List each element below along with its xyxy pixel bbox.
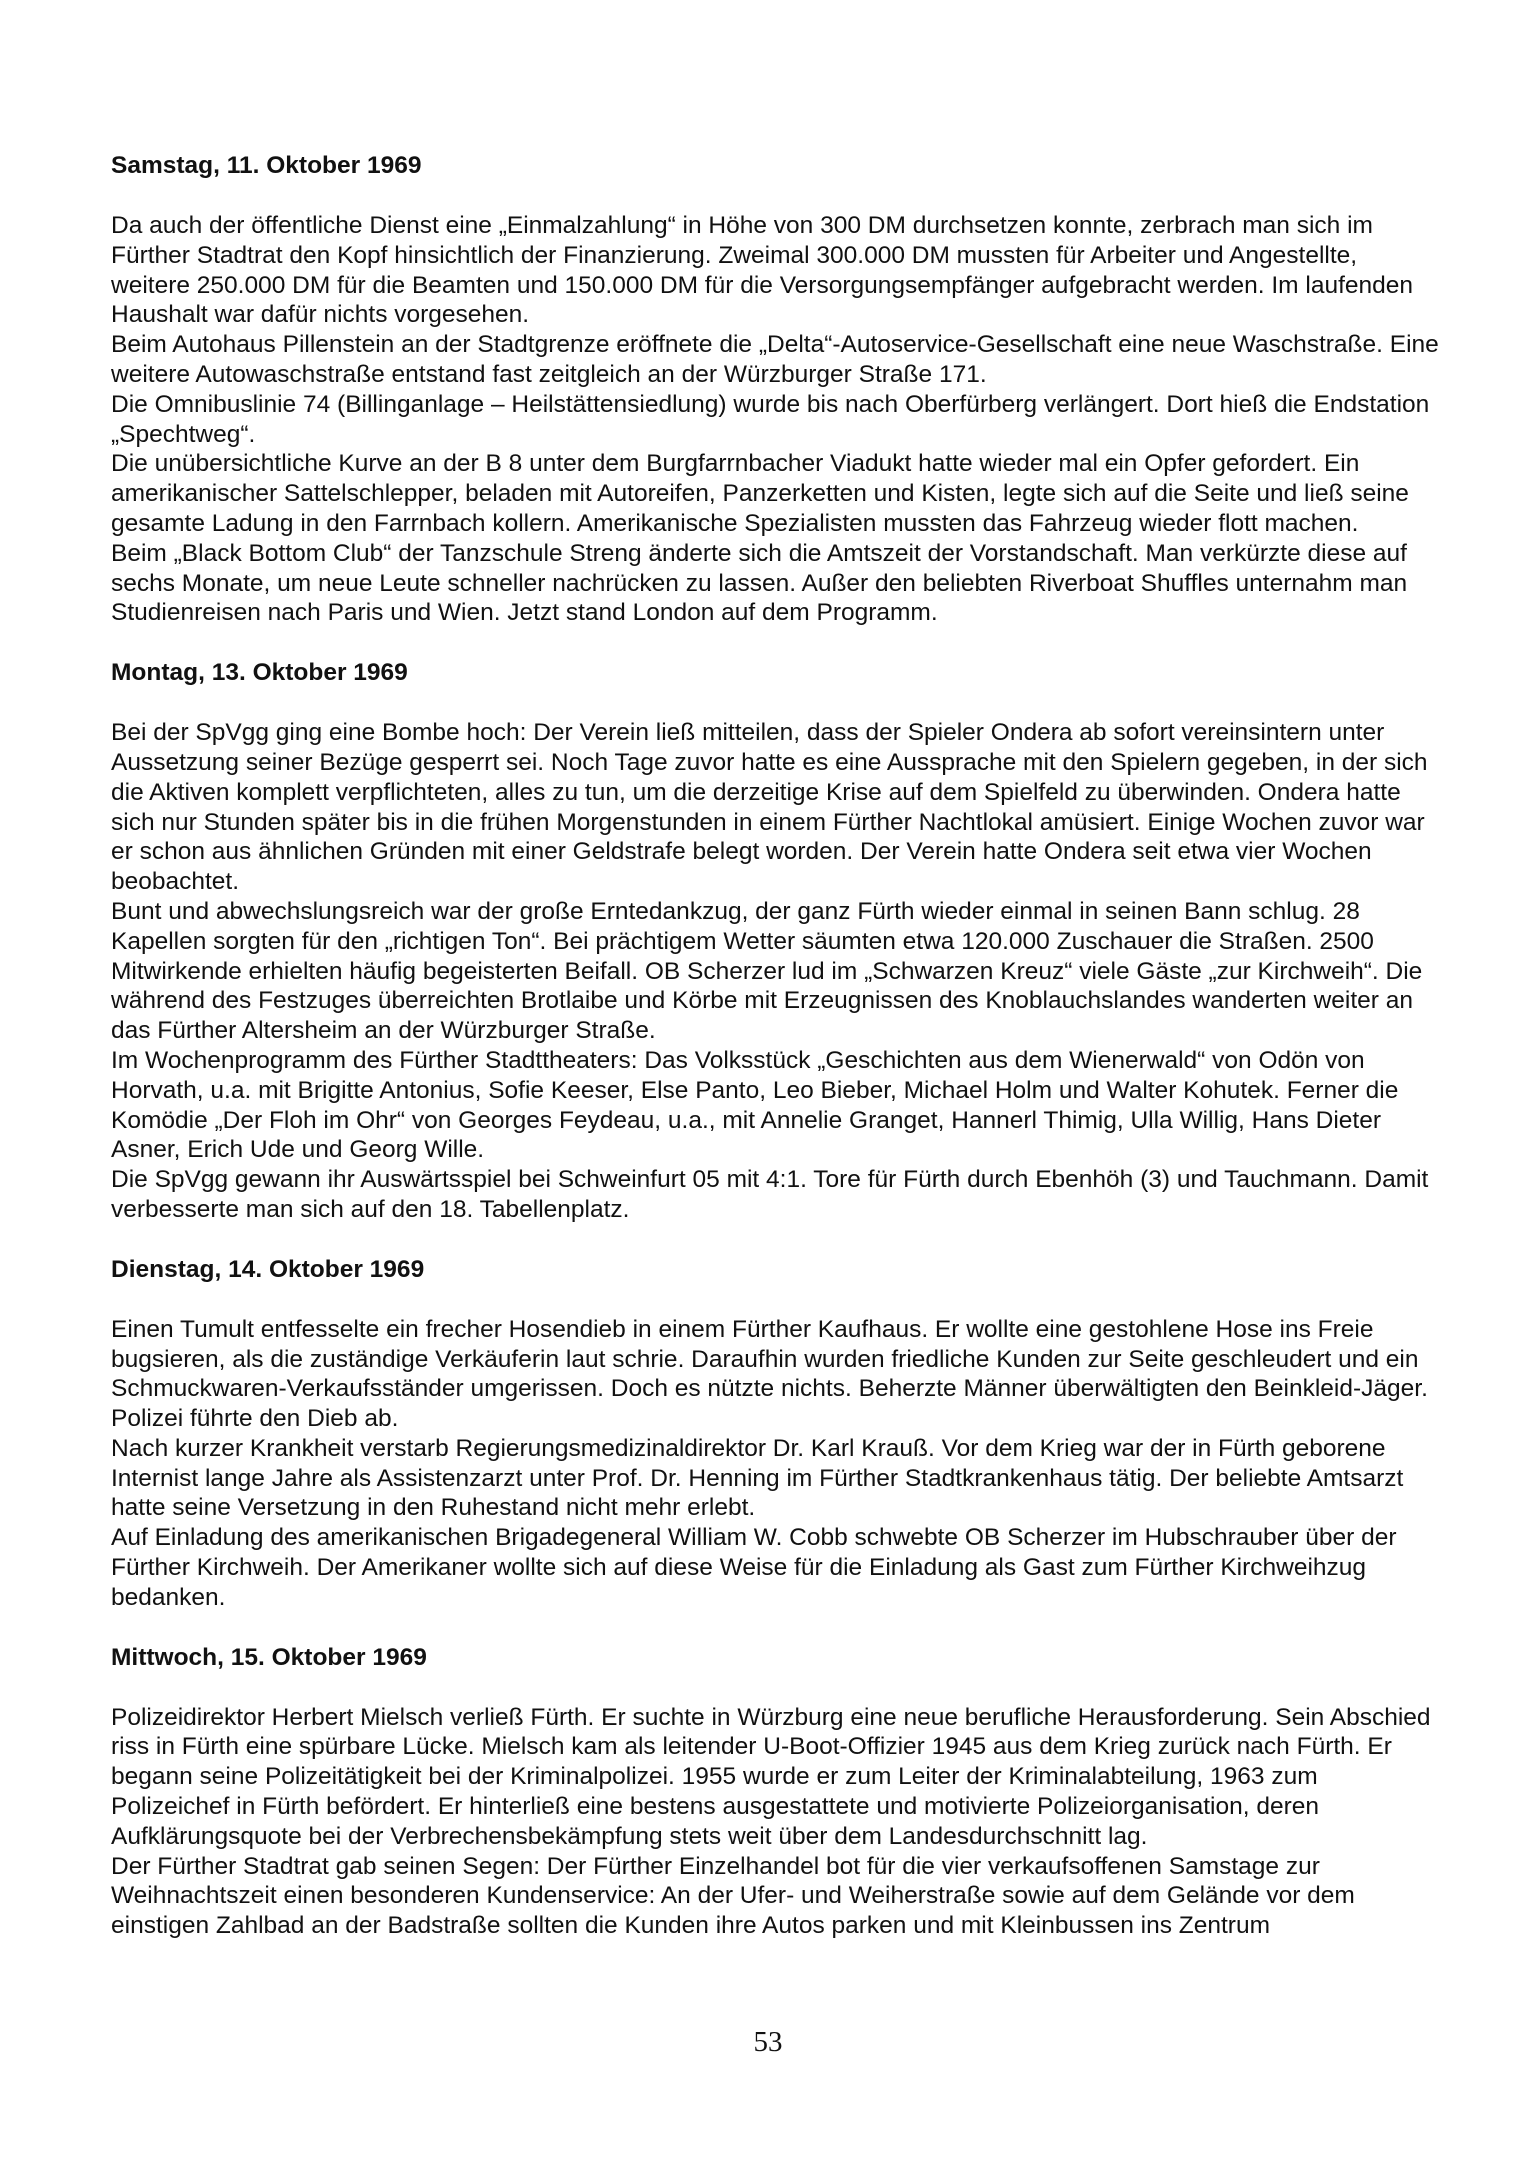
paragraph: Die SpVgg gewann ihr Auswärtsspiel bei Schweinfurt 05 mit 4:1. Tore für Fürth durch Ebenhöh (3) und Tauchmann. Damit verbesserte man sich auf den 18. Tabellenplatz. [111, 1166, 1429, 1223]
paragraph: Da auch der öffentliche Dienst eine „Einmalzahlung“ in Höhe von 300 DM durchsetzen konnte, zerbrach man sich im Fürther Stadtrat den Kopf hinsichtlich der Finanzierung. Zweimal 300.000 DM mussten für Arbeiter und Angestellte, weitere 250.000 DM für die Beamten und 150.000 DM für die Versorgungsempfänger aufgebracht werden. Im laufenden Haushalt war dafür nichts vorgesehen. [111, 212, 1414, 329]
paragraph: Der Fürther Stadtrat gab seinen Segen: Der Fürther Einzelhandel bot für die vier verkaufsoffenen Samstage zur Weihnachtszeit einen besonderen Kundenservice: An der Ufer- und Weiherstraße sowie auf dem Gelände vor dem einstigen Zahlbad an der Badstraße sollten die Kunden ihre Autos parken und mit Kleinbussen ins Zentrum [111, 1852, 1355, 1940]
paragraph: Auf Einladung des amerikanischen Brigadegeneral William W. Cobb schwebte OB Scherzer im Hubschrauber über der Fürther Kirchweih. Der Amerikaner wollte sich auf diese Weise für die Einladung als Gast zum Fürther Kirchweihzug bedanken. [111, 1524, 1397, 1611]
paragraph: Beim Autohaus Pillenstein an der Stadtgrenze eröffnete die „Delta“-Autoservice-Gesellschaft eine neue Waschstraße. Eine weitere Autowaschstraße entstand fast zeitgleich an der Würzburger Straße 171. [111, 331, 1439, 388]
page-number: 53 [753, 2026, 783, 2058]
paragraph: Beim „Black Bottom Club“ der Tanzschule Streng änderte sich die Amtszeit der Vorstandschaft. Man verkürzte diese auf sechs Monate, um neue Leute schneller nachrücken zu lassen. Außer den beliebten Riverboat Shuffles unternahm man Studienreisen nach Paris und Wien. Jetzt stand London auf dem Programm. [111, 539, 1408, 627]
paragraph: Nach kurzer Krankheit verstarb Regierungsmedizinaldirektor Dr. Karl Krauß. Vor dem Krieg war der in Fürth geborene Internist lange Jahre als Assistenzarzt unter Prof. Dr. Henning im Fürther Stadtkrankenhaus tätig. Der beliebte Amtsarzt hatte seine Versetzung in den Ruhestand nicht mehr erlebt. [111, 1434, 1404, 1522]
paragraph: Bei der SpVgg ging eine Bombe hoch: Der Verein ließ mitteilen, dass der Spieler Ondera ab sofort vereinsintern unter Aussetzung seiner Bezüge gesperrt sei. Noch Tage zuvor hatte es eine Aussprache mit den Spielern gegeben, in der sich die Aktiven komplett verpflichteten, alles zu tun, um die derzeitige Krise auf dem Spielfeld zu überwinden. Ondera hatte sich nur Stunden später bis in die frühen Morgenstunden in einem Fürther Nachtlokal amüsiert. Einige Wochen zuvor war er schon aus ähnlichen Gründen mit einer Geldstrafe belegt worden. Der Verein hatte Ondera seit etwa vier Wochen beobachtet. [111, 719, 1428, 896]
date-heading: Montag, 13. Oktober 1969 [111, 659, 408, 687]
chronicle-page [111, 151, 1441, 1941]
entry-wednesday-15-october [111, 1643, 1441, 1941]
paragraph: Einen Tumult entfesselte ein frecher Hosendieb in einem Fürther Kaufhaus. Er wollte eine gestohlene Hose ins Freie bugsieren, als die zuständige Verkäuferin laut schrie. Daraufhin wurden friedliche Kunden zur Seite geschleudert und ein Schmuckwaren-Verkaufsständer umgerissen. Doch es nützte nichts. Beherzte Männer überwältigten den Beinkleid-Jäger. Polizei führte den Dieb ab. [111, 1315, 1428, 1433]
paragraph: Bunt und abwechslungsreich war der große Erntedankzug, der ganz Fürth wieder einmal in seinen Bann schlug. 28 Kapellen sorgten für den „richtigen Ton“. Bei prächtigem Wetter säumten etwa 120.000 Zuschauer die Straßen. 2500 Mitwirkende erhielten häufig begeisterten Beifall. OB Scherzer lud im „Schwarzen Kreuz“ viele Gäste „zur Kirchweih“. Die während des Festzuges überreichten Brotlaibe und Körbe mit Erzeugnissen des Knoblauchslandes wanderten weiter an das Fürther Altersheim an der Würzburger Straße. [111, 897, 1423, 1045]
date-heading: Dienstag, 14. Oktober 1969 [111, 1255, 425, 1283]
paragraph: Die unübersichtliche Kurve an der B 8 unter dem Burgfarrnbacher Viadukt hatte wieder mal ein Opfer gefordert. Ein amerikanischer Sattelschlepper, beladen mit Autoreifen, Panzerketten und Kisten, legte sich auf die Seite und ließ seine gesamte Ladung in den Farrnbach kollern. Amerikanische Spezialisten mussten das Fahrzeug wieder flott machen. [111, 450, 1409, 537]
paragraph: Polizeidirektor Herbert Mielsch verließ Fürth. Er suchte in Würzburg eine neue berufliche Herausforderung. Sein Abschied riss in Fürth eine spürbare Lücke. Mielsch kam als leitender U-Boot-Offizier 1945 aus dem Krieg zurück nach Fürth. Er begann seine Polizeitätigkeit bei der Kriminalpolizei. 1955 wurde er zum Leiter der Kriminalabteilung, 1963 zum Polizeichef in Fürth befördert. Er hinterließ eine bestens ausgestattete und motivierte Polizeiorganisation, deren Aufklärungsquote bei der Verbrechensbekämpfung stets weit über dem Landesdurchschnitt lag. [111, 1703, 1431, 1850]
paragraph: Im Wochenprogramm des Fürther Stadttheaters: Das Volksstück „Geschichten aus dem Wienerwald“ von Odön von Horvath, u.a. mit Brigitte Antonius, Sofie Keeser, Else Panto, Leo Bieber, Michael Holm und Walter Kohutek. Ferner die Komödie „Der Floh im Ohr“ von Georges Feydeau, u.a., mit Annelie Granget, Hannerl Thimig, Ulla Willig, Hans Dieter Asner, Erich Ude und Georg Wille. [111, 1046, 1399, 1164]
entry-saturday-11-october [111, 151, 1441, 628]
entry-tuesday-14-october [111, 1255, 1441, 1613]
entry-monday-13-october [111, 658, 1441, 1225]
date-heading: Mittwoch, 15. Oktober 1969 [111, 1643, 427, 1671]
paragraph: Die Omnibuslinie 74 (Billinganlage – Heilstättensiedlung) wurde bis nach Oberfürberg verlängert. Dort hieß die Endstation „Spechtweg“. [111, 390, 1430, 448]
date-heading: Samstag, 11. Oktober 1969 [111, 152, 422, 179]
